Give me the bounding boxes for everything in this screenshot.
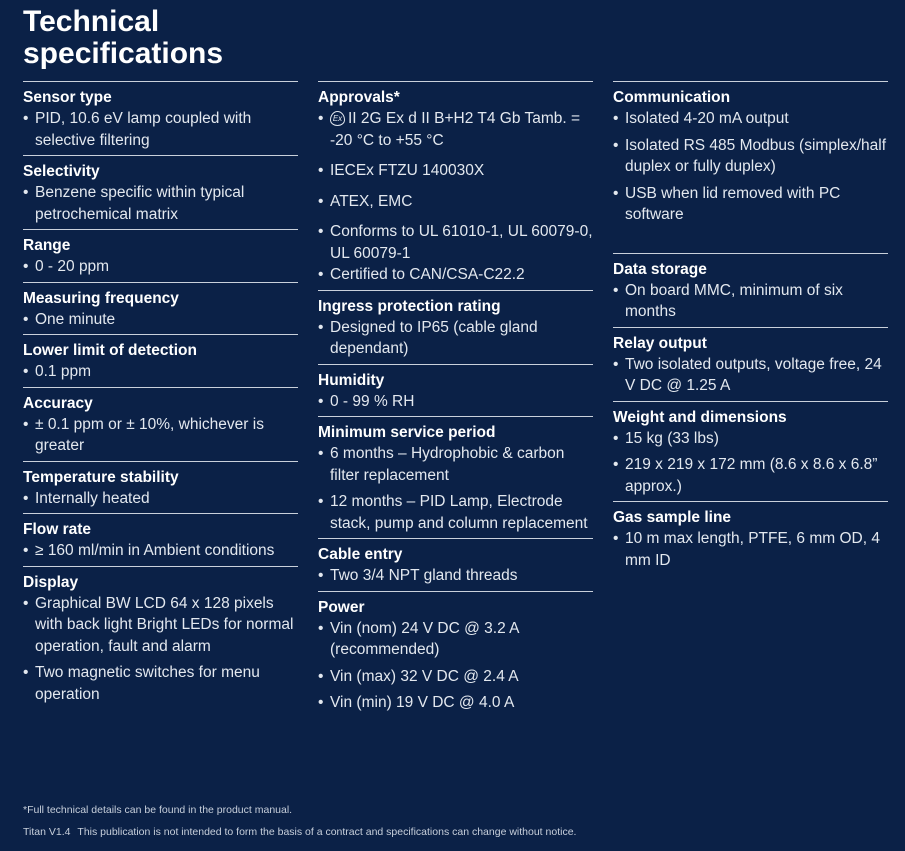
spec-section — [23, 155, 298, 229]
spec-item: • Two isolated outputs, voltage free, 24 V DC @ 1.25 A — [613, 354, 888, 397]
spec-item: • 219 x 219 x 172 mm (8.6 x 8.6 x 6.8” approx.) — [613, 454, 888, 497]
section-title: Relay output — [613, 334, 707, 352]
spec-item: • Designed to IP65 (cable gland dependant) — [318, 317, 593, 360]
spec-section — [613, 253, 888, 327]
spec-item: • PID, 10.6 eV lamp coupled with selective filtering — [23, 108, 298, 151]
section-title: Range — [23, 237, 71, 254]
spec-item: • Vin (nom) 24 V DC @ 3.2 A (recommended) — [318, 618, 593, 661]
spec-item: • 12 months – PID Lamp, Electrode stack, pump and column replacement — [318, 491, 593, 534]
spec-item: • 0 - 99 % RH — [318, 391, 593, 413]
section-title: Accuracy — [23, 394, 93, 412]
spec-section — [23, 334, 298, 387]
spec-item: • Isolated 4-20 mA output — [613, 108, 888, 130]
spec-section — [23, 461, 298, 514]
approval-text: II 2G Ex d II B+H2 T4 Gb Tamb. = -20 °C to +55 °C — [330, 110, 581, 149]
spec-section — [318, 81, 593, 290]
section-title: Display — [23, 573, 79, 591]
section-title: Humidity — [318, 371, 385, 389]
spec-item: • Internally heated — [23, 488, 298, 510]
section-title: Minimum service period — [318, 424, 496, 441]
spec-item: • ≥ 160 ml/min in Ambient conditions — [23, 540, 298, 562]
spec-section — [613, 81, 888, 253]
section-title: Temperature stability — [23, 468, 179, 486]
footnote: *Full technical details can be found in the product manual. — [23, 804, 293, 816]
spec-section — [613, 327, 888, 401]
section-title: Gas sample line — [613, 509, 732, 526]
spec-item: • Two 3/4 NPT gland threads — [318, 565, 593, 587]
section-title: Ingress protection rating — [318, 297, 501, 315]
spec-item: • ATEX, EMC — [318, 191, 593, 213]
section-title: Cable entry — [318, 546, 403, 563]
spec-item: • Certified to CAN/CSA-C22.2 — [318, 264, 593, 286]
spec-section — [23, 513, 298, 566]
spec-item: • On board MMC, minimum of six months — [613, 280, 888, 323]
page-title: Technical specifications — [23, 5, 224, 70]
spec-column-1 — [23, 81, 298, 705]
section-title: Weight and dimensions — [613, 408, 787, 426]
spec-item — [318, 108, 593, 151]
section-title: Communication — [613, 89, 731, 106]
ex-atex-icon: Ex — [330, 111, 345, 126]
section-title: Flow rate — [23, 521, 92, 538]
spec-item: • Two magnetic switches for menu operation — [23, 662, 298, 705]
spec-section — [23, 566, 298, 706]
spec-section — [23, 387, 298, 461]
spec-item: • One minute — [23, 309, 298, 331]
section-title: Measuring frequency — [23, 289, 179, 307]
spec-column-2 — [318, 81, 593, 714]
spec-item: • IECEx FTZU 140030X — [318, 160, 593, 182]
spec-item: • Isolated RS 485 Modbus (simplex/half duplex or fully duplex) — [613, 135, 888, 178]
legal-notice — [23, 826, 576, 838]
spec-item: • 0 - 20 ppm — [23, 256, 298, 278]
section-title: Data storage — [613, 260, 707, 278]
section-title: Approvals* — [318, 89, 400, 106]
spec-item: • Vin (max) 32 V DC @ 2.4 A — [318, 666, 593, 688]
section-title: Power — [318, 598, 365, 616]
spec-section — [318, 538, 593, 591]
spec-item: • Conforms to UL 61010-1, UL 60079-0, UL 60079-1 — [318, 221, 593, 264]
section-title: Lower limit of detection — [23, 342, 197, 359]
spec-item: • 15 kg (33 lbs) — [613, 428, 888, 450]
section-title: Selectivity — [23, 163, 100, 180]
spec-section — [318, 290, 593, 364]
spec-section — [318, 416, 593, 538]
spec-section — [23, 229, 298, 282]
spec-item: • Vin (min) 19 V DC @ 4.0 A — [318, 692, 593, 714]
spec-item: • 0.1 ppm — [23, 361, 298, 383]
spec-item: • Benzene specific within typical petrochemical matrix — [23, 182, 298, 225]
section-title: Sensor type — [23, 89, 112, 106]
spec-section — [613, 501, 888, 571]
spec-section — [318, 591, 593, 714]
legal-text: This publication is not intended to form the basis of a contract and specifications can change without notice. — [77, 826, 577, 838]
spec-section — [613, 401, 888, 502]
spec-section — [23, 81, 298, 155]
spec-item: • 6 months – Hydrophobic & carbon filter replacement — [318, 443, 593, 486]
spec-item: • USB when lid removed with PC software — [613, 183, 888, 226]
spec-item: • Graphical BW LCD 64 x 128 pixels with back light Bright LEDs for normal operation, fault and alarm — [23, 593, 298, 658]
version-label: Titan V1.4 — [23, 826, 71, 838]
spec-item: • ± 0.1 ppm or ± 10%, whichever is greater — [23, 414, 298, 457]
spec-section — [23, 282, 298, 335]
spec-column-3 — [613, 81, 888, 571]
spec-section — [318, 364, 593, 417]
spec-item: • 10 m max length, PTFE, 6 mm OD, 4 mm ID — [613, 528, 888, 571]
